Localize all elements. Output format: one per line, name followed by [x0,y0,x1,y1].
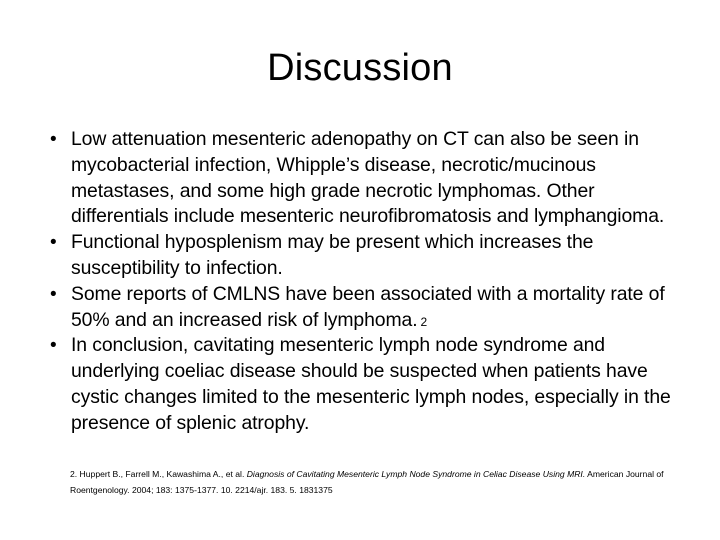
reference-citation [70,466,670,498]
reference-title: Diagnosis of Cavitating Mesenteric Lymph Node Syndrome in Celiac Disease Using MRI. [246,469,586,479]
reference-authors: 2. Huppert B., Farrell M., Kawashima A., et al. [70,469,247,479]
bullet-text: Functional hyposplenism may be present which increases the susceptibility to infection. [71,231,594,279]
bullet-list [50,127,690,437]
bullet-marker: • [50,129,57,150]
bullet-item [50,282,690,334]
bullet-marker: • [50,232,57,254]
bullet-text: In conclusion, cavitating mesenteric lymph node syndrome and underlying coeliac disease should be suspected when patients have cystic changes limited to the mesenteric lymph nodes, especially in the presence of splenic atrophy. [71,334,671,434]
bullet-item [50,230,690,282]
bullet-marker: • [50,283,57,305]
bullet-marker: • [50,335,57,357]
bullet-item [50,127,690,230]
reference-journal: American Journal of Roentgenology. 2004; 183: 1375-1377. 10. 2214/ajr. 183. 5. 1831375 [70,469,664,495]
bullet-item [50,333,690,436]
bullet-text: Some reports of CMLNS have been associated with a mortality rate of 50% and an increased risk of lymphoma. [71,282,665,331]
bullet-text: Low attenuation mesenteric adenopathy on CT can also be seen in mycobacterial infection, Whipple’s disease, necrotic/mucinous metastases, and some high grade necrotic lymphomas. Other differentials include mesenteric neurofibromatosis and lymphangioma. [71,128,665,228]
citation-superscript: 2 [420,314,428,329]
slide-title: Discussion [267,47,453,89]
